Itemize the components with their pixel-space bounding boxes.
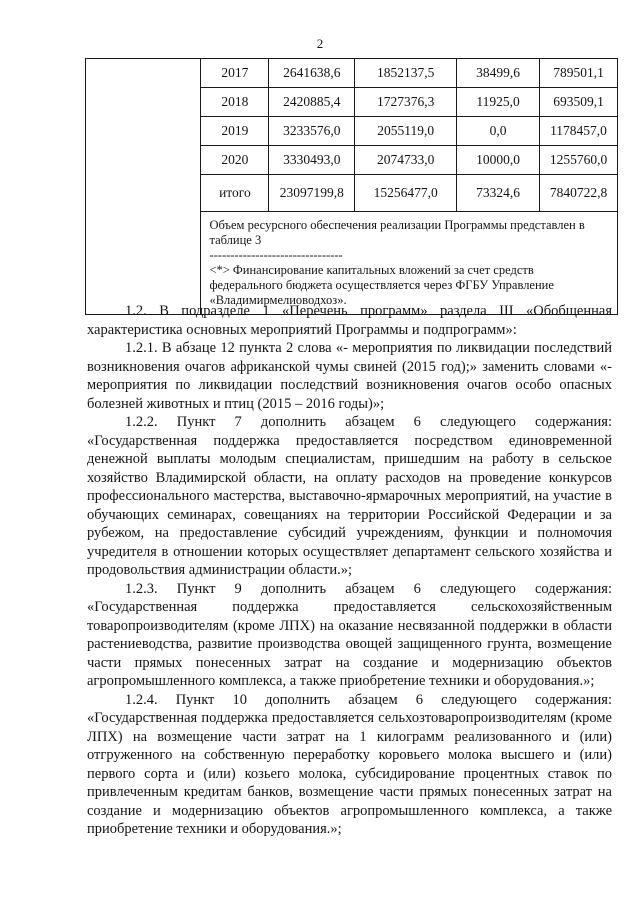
value-cell: 73324,6 xyxy=(457,175,540,212)
table-note-row xyxy=(86,212,618,315)
value-cell: 23097199,8 xyxy=(269,175,355,212)
value-cell: 38499,6 xyxy=(457,59,540,88)
value-cell: 7840722,8 xyxy=(540,175,618,212)
note-footnote: <*> Финансирование капитальных вложений за счет средств федерального бюджета осуществляется через ФГБУ Управление «Владимирмелиоводхоз». xyxy=(209,263,554,307)
funding-table xyxy=(85,58,618,315)
paragraph-1-2-1: 1.2.1. В абзаце 12 пункта 2 слова «- мероприятия по ликвидации последствий возникновения очагов африканской чумы свиней (2015 год);» заменить словами «- мероприятия по ликвидации последствий возникновения очагов особо опасных болезней животных и птиц (2015 – 2016 годы)»; xyxy=(87,340,612,412)
table-note xyxy=(201,212,618,315)
note-resources: Объем ресурсного обеспечения реализации Программы представлен в таблице 3 xyxy=(209,218,585,247)
value-cell: 2420885,4 xyxy=(269,88,355,117)
value-cell: 789501,1 xyxy=(540,59,618,88)
year-cell: 2019 xyxy=(201,117,269,146)
value-cell: 11925,0 xyxy=(457,88,540,117)
value-cell: 1852137,5 xyxy=(355,59,457,88)
value-cell: 1178457,0 xyxy=(540,117,618,146)
blank-cell xyxy=(86,59,201,212)
year-cell: 2020 xyxy=(201,146,269,175)
value-cell: 1727376,3 xyxy=(355,88,457,117)
paragraph-1-2-3: 1.2.3. Пункт 9 дополнить абзацем 6 следующего содержания: «Государственная поддержка предоставляется сельскохозяйственным товаропроизводителям (кроме ЛПХ) на оказание несвязанной поддержки в области растениеводства, развитие производства овощей защищенного грунта, возмещение части прямых понесенных затрат на создание и модернизацию объектов агропромышленного комплекса, а также приобретение техники и оборудования.»; xyxy=(87,580,612,689)
value-cell: 2074733,0 xyxy=(355,146,457,175)
value-cell: 1255760,0 xyxy=(540,146,618,175)
paragraph-1-2-4: 1.2.4. Пункт 10 дополнить абзацем 6 следующего содержания: «Государственная поддержка предоставляется сельхозтоваропроизводителям (кроме ЛПХ) на возмещение части затрат на 1 килограмм реализованного и (или) отгруженного на собственную переработку коровьего молока высшего и (или) первого сорта и (или) козьего молока, субсидирование процентных ставок по привлеченным кредитам банков, возмещение части прямых понесенных затрат на создание и модернизацию объектов агропромышленного комплекса, а также приобретение техники и оборудования.»; xyxy=(87,691,612,837)
value-cell: 2641638,6 xyxy=(269,59,355,88)
paragraph-1-2-2: 1.2.2. Пункт 7 дополнить абзацем 6 следующего содержания: «Государственная поддержка предоставляется посредством единовременной денежной выплаты молодым специалистам, пришедшим на работу в сельское хозяйство Владимирской области, на оплату расходов на проведение конкурсов профессионального мастерства, выставочно-ярмарочных мероприятий, на участие в обучающих семинарах, совещаниях на территории Российской Федерации и за рубежом, на предоставление субсидий учреждениям, функции и полномочия учредителя в отношении которых осуществляет департамент сельского хозяйства и продовольствия администрации области.»; xyxy=(87,414,612,578)
value-cell: 693509,1 xyxy=(540,88,618,117)
value-cell: 3330493,0 xyxy=(269,146,355,175)
document-body xyxy=(87,302,612,839)
value-cell: 0,0 xyxy=(457,117,540,146)
total-label-cell: итого xyxy=(201,175,269,212)
year-cell: 2018 xyxy=(201,88,269,117)
page-number: 2 xyxy=(316,36,324,51)
paragraph-1-2: 1.2. В подразделе 1 «Перечень программ» раздела III «Обобщенная характеристика основных мероприятий Программы и подпрограмм»: xyxy=(87,303,612,338)
blank-cell xyxy=(86,212,201,315)
value-cell: 2055119,0 xyxy=(355,117,457,146)
value-cell: 3233576,0 xyxy=(269,117,355,146)
value-cell: 10000,0 xyxy=(457,146,540,175)
note-separator: -------------------------------- xyxy=(209,248,343,262)
table-row xyxy=(86,59,618,88)
year-cell: 2017 xyxy=(201,59,269,88)
value-cell: 15256477,0 xyxy=(355,175,457,212)
